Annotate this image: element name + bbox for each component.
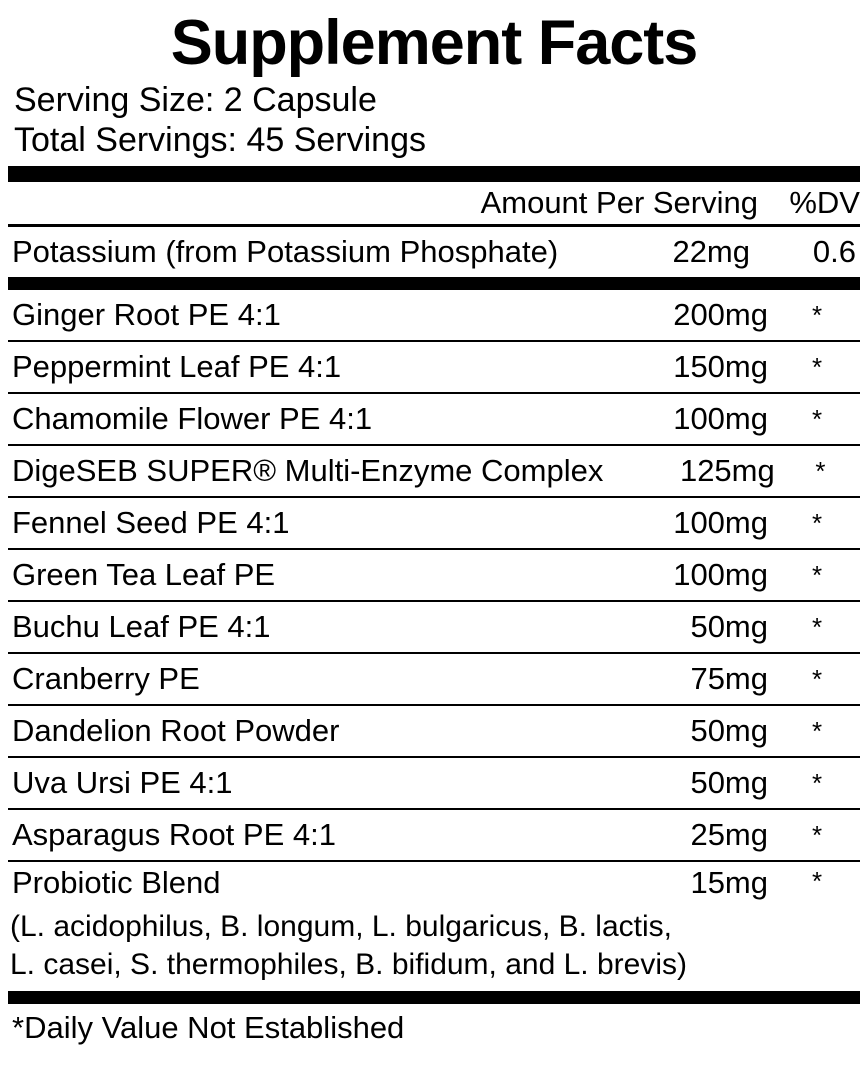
ingredient-dv: * — [811, 819, 823, 850]
ingredient-amount: 200mg — [673, 297, 768, 333]
ingredient-name: Asparagus Root PE 4:1 — [12, 817, 336, 853]
ingredient-name: Uva Ursi PE 4:1 — [12, 765, 233, 801]
table-row — [8, 706, 860, 756]
ingredient-amount: 50mg — [690, 609, 768, 645]
blend-name: Probiotic Blend — [12, 865, 221, 901]
ingredient-dv: * — [811, 767, 823, 798]
divider-bottom — [8, 991, 860, 1004]
ingredient-dv: * — [815, 455, 826, 486]
ingredient-dv: * — [811, 715, 823, 746]
blend-amount: 15mg — [690, 865, 768, 901]
ingredient-amount: 25mg — [690, 817, 768, 853]
ingredient-dv: * — [811, 403, 823, 434]
ingredient-name: Buchu Leaf PE 4:1 — [12, 609, 271, 645]
ingredient-amount: 100mg — [673, 401, 768, 437]
table-row — [8, 290, 860, 340]
ingredient-amount: 100mg — [673, 505, 768, 541]
table-row — [8, 227, 860, 277]
total-servings-text: Total Servings: 45 Servings — [14, 121, 426, 160]
table-row — [8, 394, 860, 444]
table-row — [8, 862, 860, 985]
ingredient-amount: 100mg — [673, 557, 768, 593]
divider-thick-top — [8, 166, 860, 182]
blend-strains-line-2: L. casei, S. thermophiles, B. bifidum, and L. brevis) — [10, 947, 687, 981]
ingredient-name: Chamomile Flower PE 4:1 — [12, 401, 373, 437]
serving-size-text: Serving Size: 2 Capsule — [14, 81, 377, 120]
ingredient-dv: * — [811, 559, 823, 590]
ingredient-amount: 125mg — [679, 453, 775, 489]
column-headers — [8, 182, 860, 224]
nutrient-dv: 0.6 — [812, 234, 856, 270]
ingredient-dv: * — [811, 663, 823, 694]
blend-dv: * — [811, 866, 823, 897]
page-title: Supplement Facts — [170, 8, 698, 78]
daily-value-header: %DV — [789, 185, 860, 221]
ingredient-name: Fennel Seed PE 4:1 — [12, 505, 290, 541]
ingredient-dv: * — [811, 351, 823, 382]
ingredient-dv: * — [811, 611, 823, 642]
ingredient-name: Green Tea Leaf PE — [12, 557, 276, 593]
ingredient-name: Peppermint Leaf PE 4:1 — [12, 349, 342, 385]
ingredient-dv: * — [811, 507, 823, 538]
nutrient-amount: 22mg — [672, 234, 750, 270]
table-row — [8, 758, 860, 808]
table-row — [8, 446, 860, 496]
table-row — [8, 654, 860, 704]
nutrient-name: Potassium (from Potassium Phosphate) — [12, 234, 559, 270]
footnote-text: *Daily Value Not Established — [12, 1010, 405, 1046]
ingredient-amount: 50mg — [690, 765, 768, 801]
divider-medium — [8, 277, 860, 290]
table-row — [8, 810, 860, 860]
table-row — [8, 342, 860, 392]
ingredient-amount: 75mg — [690, 661, 768, 697]
blend-strains-line-1: (L. acidophilus, B. longum, L. bulgaricus, B. lactis, — [10, 910, 672, 944]
table-row — [8, 602, 860, 652]
ingredient-name: Dandelion Root Powder — [12, 713, 340, 749]
table-row — [8, 550, 860, 600]
ingredient-name: DigeSEB SUPER® Multi-Enzyme Complex — [12, 453, 604, 489]
amount-per-serving-header: Amount Per Serving — [480, 185, 758, 221]
ingredient-name: Ginger Root PE 4:1 — [12, 297, 281, 333]
ingredient-name: Cranberry PE — [12, 661, 200, 697]
ingredient-dv: * — [811, 299, 823, 330]
table-row — [8, 498, 860, 548]
ingredient-amount: 150mg — [673, 349, 768, 385]
supplement-facts-panel — [0, 10, 868, 1076]
ingredient-amount: 50mg — [690, 713, 768, 749]
